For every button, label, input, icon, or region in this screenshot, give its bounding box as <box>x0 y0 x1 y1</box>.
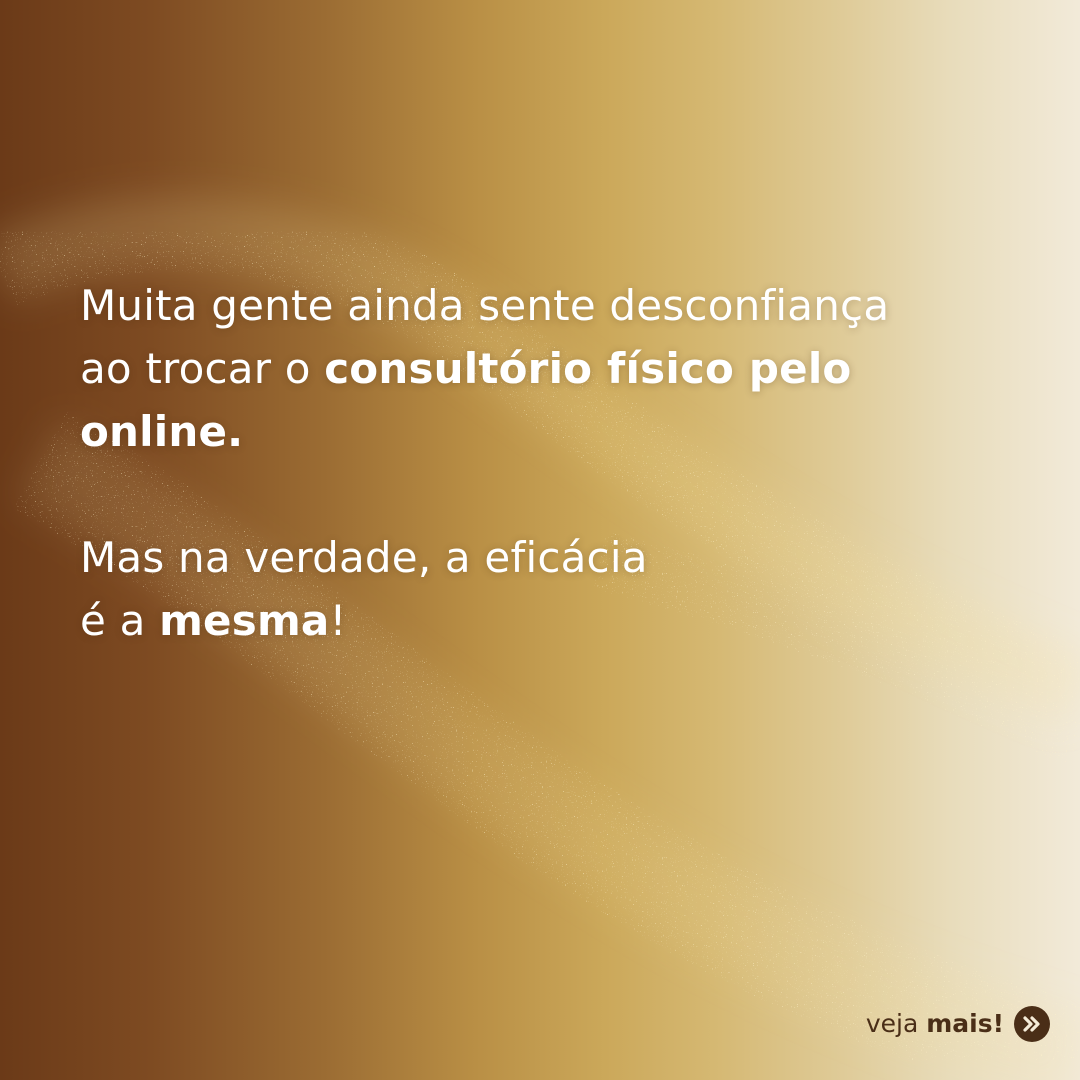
double-chevron-right-icon[interactable] <box>1014 1006 1050 1042</box>
message-line-4: Mas na verdade, a eficácia <box>80 533 648 582</box>
highlight-consultorio: consultório físico pelo <box>324 344 852 393</box>
message-line-1: Muita gente ainda sente desconfiança <box>80 281 890 330</box>
message-line-5: é a mesma! <box>80 596 347 645</box>
paragraph-spacer <box>80 463 1000 526</box>
message-line-3 <box>80 400 1000 463</box>
main-message <box>80 274 1000 652</box>
highlight-online: online. <box>80 407 244 456</box>
highlight-mesma: mesma <box>159 596 330 645</box>
see-more-cta[interactable] <box>866 1006 1050 1042</box>
see-more-label: veja mais! <box>865 1009 1004 1038</box>
message-line-2: ao trocar o consultório físico pelo <box>80 344 852 393</box>
